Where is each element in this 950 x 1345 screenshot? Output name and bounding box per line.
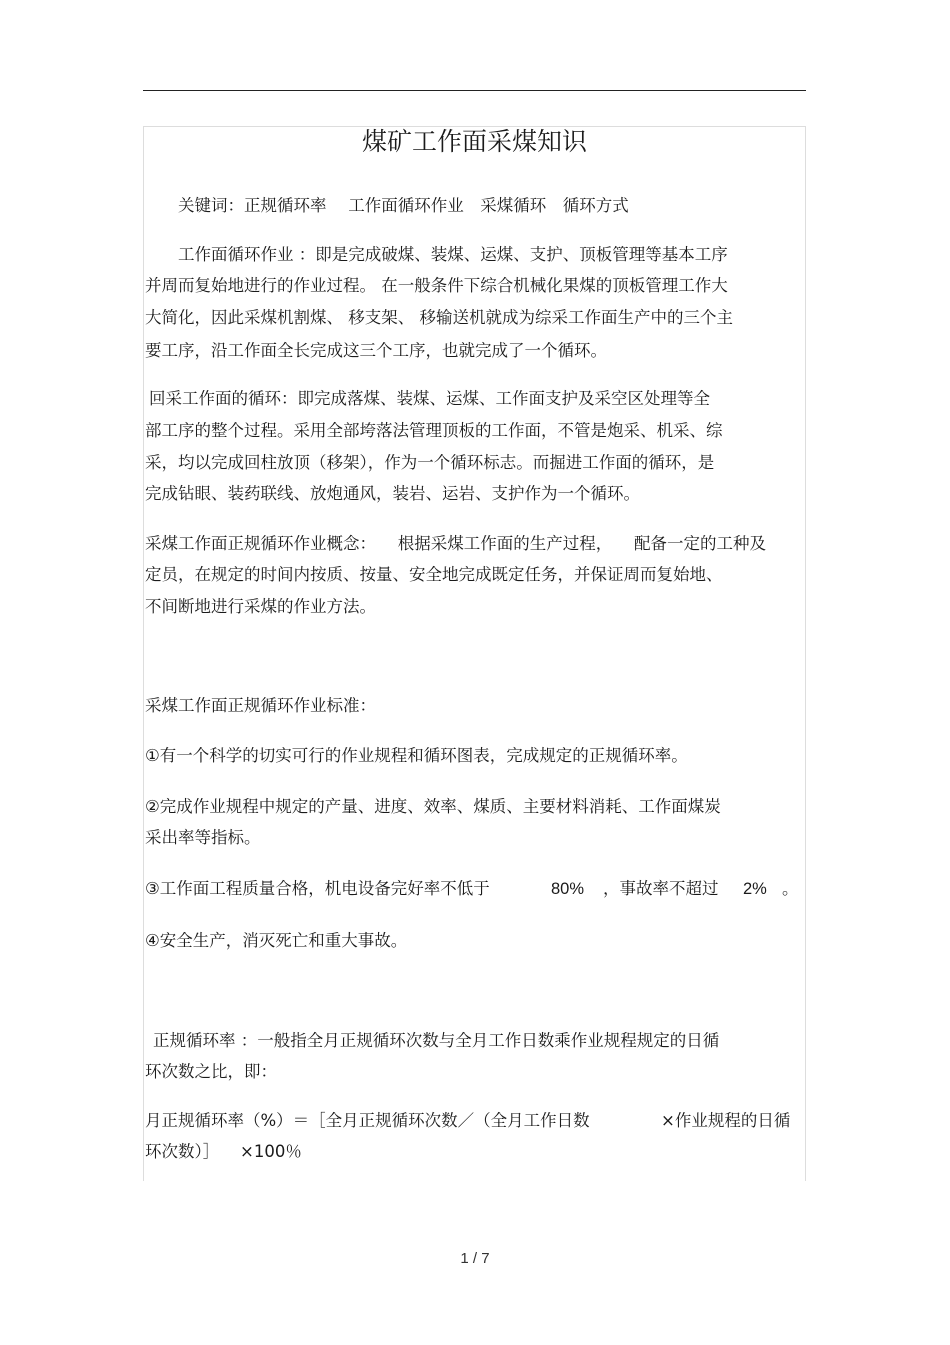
standard-item-2-line-2: 采出率等指标。 [145,828,261,847]
standard-item-3-value-2: 2% [743,880,767,898]
paragraph-3-line-3: 不间断地进行采煤的作业方法。 [145,597,376,616]
paragraph-2-line-1: 回采工作面的循环：即完成落煤、装煤、运煤、工作面支护及采空区处理等全 [149,389,710,408]
header-rule [143,90,806,91]
document-title: 煤矿工作面采煤知识 [361,127,587,156]
keywords-line: 关键词：正规循环率 工作面循环作业 采煤循环 循环方式 [178,196,629,215]
formula-line-1b: ×作业规程的日循 [661,1111,791,1130]
standard-item-3-text-a: ③工作面工程质量合格，机电设备完好率不低于 [145,879,490,898]
standard-item-4: ④安全生产，消灭死亡和重大事故。 [145,931,408,950]
formula-line-2a: 环次数）］ [145,1142,220,1161]
standard-item-2-line-1: ②完成作业规程中规定的产量、进度、效率、煤质、主要材料消耗、工作面煤炭 [145,797,721,816]
paragraph-1-line-1: 工作面循环作业 ：即是完成破煤、装煤、运煤、支护、顶板管理等基本工序 [178,245,728,264]
formula-line-1a: 月正规循环率（%）＝［全月正规循环次数／（全月工作日数 [145,1111,590,1130]
paragraph-3-line-2: 定员，在规定的时间内按质、按量、安全地完成既定任务，并保证周而复始地、 [145,565,723,584]
standard-item-1: ①有一个科学的切实可行的作业规程和循环图表，完成规定的正规循环率。 [145,746,688,765]
paragraph-2-line-3: 采，均以完成回柱放顶（移架），作为一个循环标志。而掘进工作面的循环，是 [145,453,715,472]
paragraph-2-line-4: 完成钻眼、装药联线、放炮通风，装岩、运岩、支护作为一个循环。 [145,484,640,503]
standard-item-3-text-b: ，事故率不超过 [603,879,719,898]
paragraph-1-line-3: 大简化，因此采煤机割煤、 移支架、 移输送机就成为综采工作面生产中的三个主 [145,308,733,327]
standard-heading: 采煤工作面正规循环作业标准： [145,696,376,715]
page-number: 1 / 7 [460,1250,490,1267]
paragraph-1-line-4: 要工序，沿工作面全长完成这三个工序，也就完成了一个循环。 [145,341,607,360]
paragraph-1-line-2: 并周而复始地进行的作业过程。 在一般条件下综合机械化果煤的顶板管理工作大 [145,276,728,295]
paragraph-3-line-1: 采煤工作面正规循环作业概念： 根据采煤工作面的生产过程， 配备一定的工种及 [145,534,766,553]
standard-item-3-text-c: 。 [782,879,799,898]
paragraph-4-line-1: 正规循环率 ：一般指全月正规循环次数与全月工作日数乘作业规程规定的日循 [153,1031,720,1050]
paragraph-4-line-2: 环次数之比，即： [145,1062,277,1081]
formula-line-2b: ×100％ [240,1142,302,1161]
standard-item-3-value-1: 80% [551,880,585,898]
paragraph-2-line-2: 部工序的整个过程。采用全部垮落法管理顶板的工作面，不管是炮采、机采、综 [145,421,723,440]
